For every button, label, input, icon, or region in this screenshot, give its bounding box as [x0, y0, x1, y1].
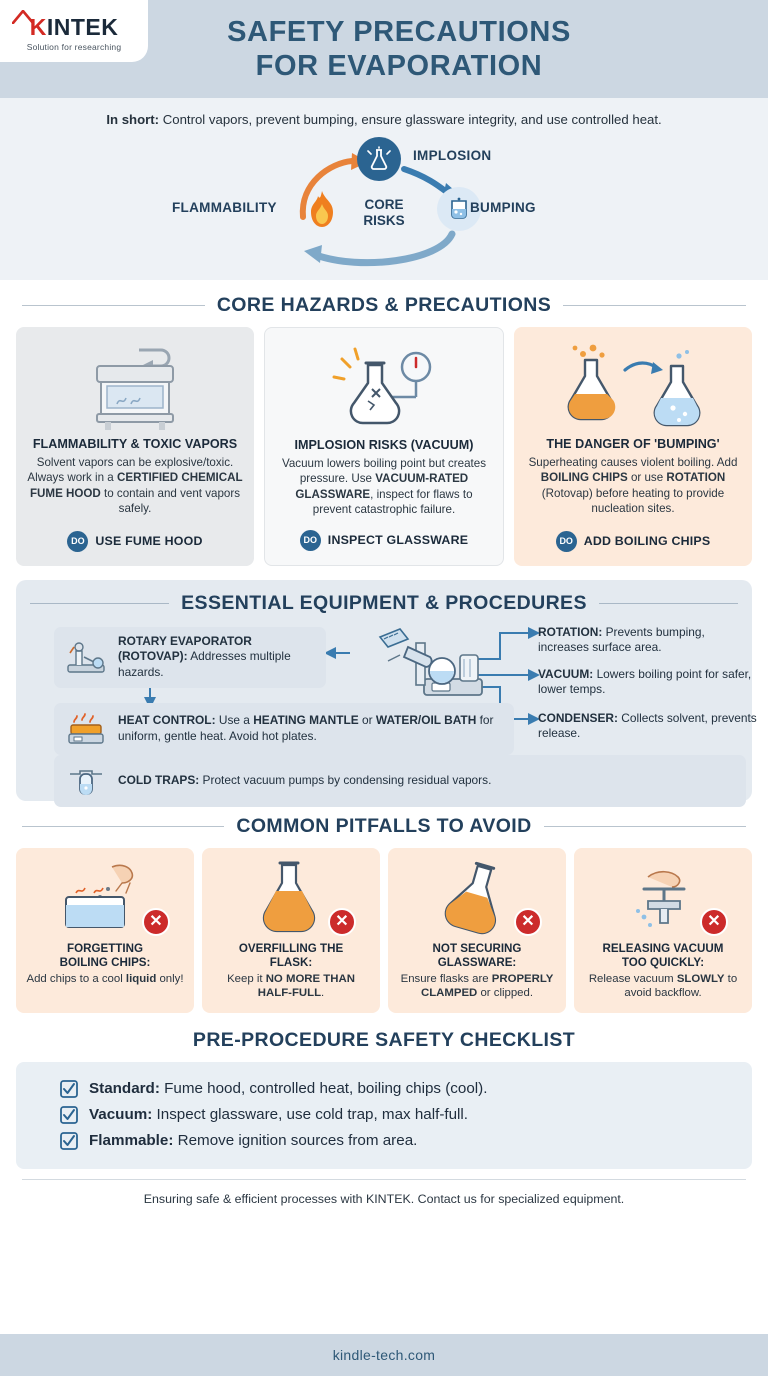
pitfall-title-line1: FORGETTING	[67, 941, 143, 955]
flask-vacuum-icon	[357, 137, 401, 181]
checkbox-checked-icon[interactable]	[60, 1106, 78, 1124]
pitfall-title-line1: NOT SECURING	[432, 941, 522, 955]
hazard-body	[524, 455, 742, 519]
rule-left	[30, 603, 169, 604]
callout-condenser-text: Collects solvent, prevents release.	[538, 710, 757, 741]
cold-trap-icon	[64, 762, 108, 800]
checklist-bold: Vacuum:	[89, 1106, 153, 1124]
intro-lead: In short:	[106, 112, 160, 127]
do-label: USE FUME HOOD	[95, 534, 203, 549]
hazard-body-bold: BOILING CHIPS	[540, 471, 628, 485]
rule-left	[22, 305, 205, 306]
footer-note: Ensuring safe & efficient processes with KINTEK. Contact us for specialized equipment.	[22, 1179, 746, 1216]
callout-condenser-bold: CONDENSER:	[538, 710, 618, 725]
pitfall-body-part1: Ensure flasks are	[400, 972, 492, 985]
do-label: INSPECT GLASSWARE	[327, 533, 469, 548]
pitfall-body-part1: Release vacuum	[588, 972, 677, 985]
pitfall-card-not-securing	[388, 848, 566, 1014]
checklist-section-title: PRE-PROCEDURE SAFETY CHECKLIST	[192, 1029, 576, 1052]
page-title-line2: FOR EVAPORATION	[255, 50, 543, 82]
equipment-rotovap-text	[118, 634, 316, 681]
pitfall-title-line1: OVERFILLING THE	[238, 941, 344, 955]
equipment-heat-part1: Use a	[215, 712, 254, 727]
rule-right	[563, 305, 746, 306]
equipment-heat-text	[118, 713, 504, 744]
checklist-item-vacuum[interactable]	[60, 1105, 734, 1124]
equipment-section-header	[30, 592, 738, 615]
rotovap-icon	[64, 638, 108, 676]
checklist-item-standard[interactable]	[60, 1079, 734, 1098]
equipment-section-title: ESSENTIAL EQUIPMENT & PROCEDURES	[181, 591, 587, 614]
pitfall-title	[582, 942, 744, 971]
hazard-body-bold: VACUUM-RATED GLASSWARE	[295, 472, 469, 501]
equipment-grid	[30, 624, 757, 787]
brand-logo	[0, 0, 148, 62]
brand-name	[30, 14, 119, 41]
equipment-rotovap-bold: ROTARY EVAPORATOR (ROTOVAP):	[118, 633, 252, 664]
pitfall-card-releasing-vacuum	[574, 848, 752, 1014]
pitfall-body-part2: .	[321, 987, 325, 1000]
pitfall-title-line2: TOO QUICKLY:	[621, 956, 705, 970]
checklist-text	[89, 1131, 417, 1150]
heating-mantle-icon	[64, 710, 108, 748]
hazard-body	[26, 455, 244, 519]
hazard-body-part1: Solvent vapors can be explosive/toxic. Always work in a	[27, 456, 234, 485]
pitfall-body	[396, 972, 558, 1002]
equipment-callout-condenser	[538, 711, 758, 742]
pitfall-body-bold: NO MORE THAN HALF-FULL	[257, 972, 355, 1000]
hazard-title: THE DANGER OF 'BUMPING'	[546, 437, 720, 451]
hazard-title: IMPLOSION RISKS (VACUUM)	[294, 438, 474, 452]
hazard-title: FLAMMABILITY & TOXIC VAPORS	[32, 437, 238, 451]
pitfalls-section-header	[0, 815, 768, 838]
core-risks-diagram	[0, 135, 768, 280]
callout-rotation-bold: ROTATION:	[538, 624, 603, 639]
pitfall-body-bold: SLOWLY	[676, 972, 725, 985]
equipment-cold-text	[118, 773, 491, 789]
checklist-text	[89, 1079, 487, 1098]
equipment-row-heat-control	[54, 703, 514, 755]
pitfalls-section-title: COMMON PITFALLS TO AVOID	[236, 814, 532, 837]
unsecured-flask-icon	[396, 858, 558, 940]
core-risks-line1: CORE	[364, 197, 404, 212]
hazard-body-part2: to contain and vent vapors safely.	[100, 486, 241, 516]
hazard-card-bumping	[514, 327, 752, 566]
hazards-section-title: CORE HAZARDS & PRECAUTIONS	[216, 294, 552, 316]
fume-hood-icon	[26, 339, 244, 437]
core-risks-label	[363, 197, 404, 228]
node-label-implosion: IMPLOSION	[413, 148, 492, 163]
equipment-cold-body: Protect vacuum pumps by condensing residual vapors.	[199, 772, 492, 787]
brand-name-rest: INTEK	[46, 14, 119, 40]
prohibition-icon: ✕	[142, 908, 170, 936]
pitfall-body-part1: Add chips to a cool	[26, 972, 126, 985]
equipment-heat-bold: HEAT CONTROL:	[118, 712, 216, 727]
hazard-body-bold: CERTIFIED CHEMICAL FUME HOOD	[29, 471, 243, 500]
pitfall-body	[24, 972, 186, 987]
checklist-body: Fume hood, controlled heat, boiling chips (cool).	[159, 1080, 488, 1098]
do-badge: DO	[556, 531, 577, 552]
equipment-heat-part2: or	[358, 712, 376, 727]
vacuum-valve-hand-icon	[582, 858, 744, 940]
checklist-body: Inspect glassware, use cold trap, max half-full.	[152, 1106, 469, 1124]
equipment-cold-bold: COLD TRAPS:	[118, 772, 200, 787]
checkbox-checked-icon[interactable]	[60, 1132, 78, 1150]
pitfall-title-line2: BOILING CHIPS:	[59, 956, 151, 970]
equipment-heat-bold3: WATER/OIL BATH	[375, 712, 477, 727]
pitfall-body	[210, 972, 372, 1002]
hazard-cards	[0, 327, 768, 566]
callout-vacuum-bold: VACUUM:	[538, 666, 594, 681]
footer-site-url[interactable]: kindle-tech.com	[332, 1347, 436, 1363]
checklist-panel	[16, 1062, 752, 1169]
checklist-bold: Standard:	[89, 1080, 160, 1098]
pitfall-title-line1: RELEASING VACUUM	[602, 941, 724, 955]
pitfall-body-part2: or clipped.	[477, 987, 534, 1000]
callout-rotation-text: Prevents bumping, increases surface area.	[538, 624, 705, 655]
equipment-panel	[16, 580, 757, 801]
flame-icon	[300, 187, 344, 231]
rotovap-illustration	[350, 625, 500, 701]
hazard-card-flammability	[16, 327, 254, 566]
pitfall-title	[210, 942, 372, 971]
checklist-section-header	[0, 1029, 768, 1052]
page-title	[227, 15, 571, 83]
hazard-card-implosion	[264, 327, 504, 566]
checklist-body: Remove ignition sources from area.	[173, 1132, 418, 1150]
do-badge: DO	[300, 530, 321, 551]
pitfall-body-part2: only!	[156, 972, 184, 985]
pitfall-body	[582, 972, 744, 1002]
hazard-do-row	[26, 531, 244, 552]
rule-right	[599, 603, 738, 604]
equipment-callout-vacuum	[538, 667, 758, 698]
rule-left	[22, 826, 224, 827]
page-header	[0, 0, 768, 98]
pitfall-body-bold: liquid	[125, 972, 157, 985]
hazards-section-header	[0, 294, 768, 317]
overfilled-flask-icon	[210, 858, 372, 940]
equipment-rotovap-body: Addresses multiple hazards.	[118, 649, 291, 680]
checkbox-checked-icon[interactable]	[60, 1080, 78, 1098]
node-label-bumping: BUMPING	[470, 200, 536, 215]
brand-tagline: Solution for researching	[26, 42, 122, 52]
equipment-row-cold-traps	[54, 755, 746, 807]
hazard-do-row	[275, 530, 493, 551]
do-badge: DO	[67, 531, 88, 552]
hazard-body-part2: or use	[627, 471, 667, 485]
checklist-item-flammable[interactable]	[60, 1131, 734, 1150]
rule-right	[544, 826, 746, 827]
hazard-body-bold2: ROTATION	[666, 471, 726, 485]
brand-name-k: K	[29, 14, 47, 40]
page-title-line1: SAFETY PRECAUTIONS	[227, 15, 571, 48]
pitfall-body-part2: to avoid backflow.	[624, 972, 738, 1000]
pitfall-title	[24, 942, 186, 971]
hazard-do-row	[524, 531, 742, 552]
intro-band	[0, 98, 768, 135]
hazard-body-part1: Vacuum lowers boiling point but creates pressure. Use	[281, 457, 487, 486]
equipment-row-rotovap	[54, 627, 326, 688]
callout-vacuum-text: Lowers boiling point for safer, lower temps.	[538, 666, 752, 697]
pitfall-title-line2: FLASK:	[269, 956, 313, 970]
hand-dropping-chips-icon	[24, 858, 186, 940]
do-label: ADD BOILING CHIPS	[583, 534, 711, 549]
pitfall-card-boiling-chips	[16, 848, 194, 1014]
bumping-flasks-icon	[524, 339, 742, 437]
pitfall-body-part1: Keep it	[227, 972, 266, 985]
equipment-heat-bold2: HEATING MANTLE	[253, 712, 359, 727]
core-risks-line2: RISKS	[363, 212, 405, 228]
vacuum-flask-gauge-icon	[275, 340, 493, 438]
prohibition-icon: ✕	[514, 908, 542, 936]
pitfall-title-line2: GLASSWARE:	[437, 956, 517, 970]
pitfall-body-bold: PROPERLY CLAMPED	[420, 972, 554, 1000]
intro-body: Control vapors, prevent bumping, ensure glassware integrity, and use controlled heat.	[159, 112, 662, 127]
pitfall-card-overfilling	[202, 848, 380, 1014]
hazard-body-part2: , inspect for flaws to prevent catastrophic failure.	[312, 487, 473, 517]
prohibition-icon: ✕	[700, 908, 728, 936]
pitfall-title	[396, 942, 558, 971]
intro-summary	[22, 112, 746, 127]
pitfall-cards	[0, 848, 768, 1014]
prohibition-icon: ✕	[328, 908, 356, 936]
node-label-flammability: FLAMMABILITY	[172, 200, 277, 215]
footer-bar	[0, 1334, 768, 1376]
hazard-body-part3: (Rotovap) before heating to provide nucleation sites.	[541, 486, 725, 516]
checklist-text	[89, 1105, 468, 1124]
equipment-callout-rotation	[538, 625, 758, 656]
hazard-body-part1: Superheating causes violent boiling. Add	[528, 456, 738, 469]
hazard-body	[275, 456, 493, 518]
checklist-bold: Flammable:	[89, 1132, 174, 1150]
equipment-heat-part3: for uniform, gentle heat. Avoid hot plates.	[118, 712, 494, 743]
